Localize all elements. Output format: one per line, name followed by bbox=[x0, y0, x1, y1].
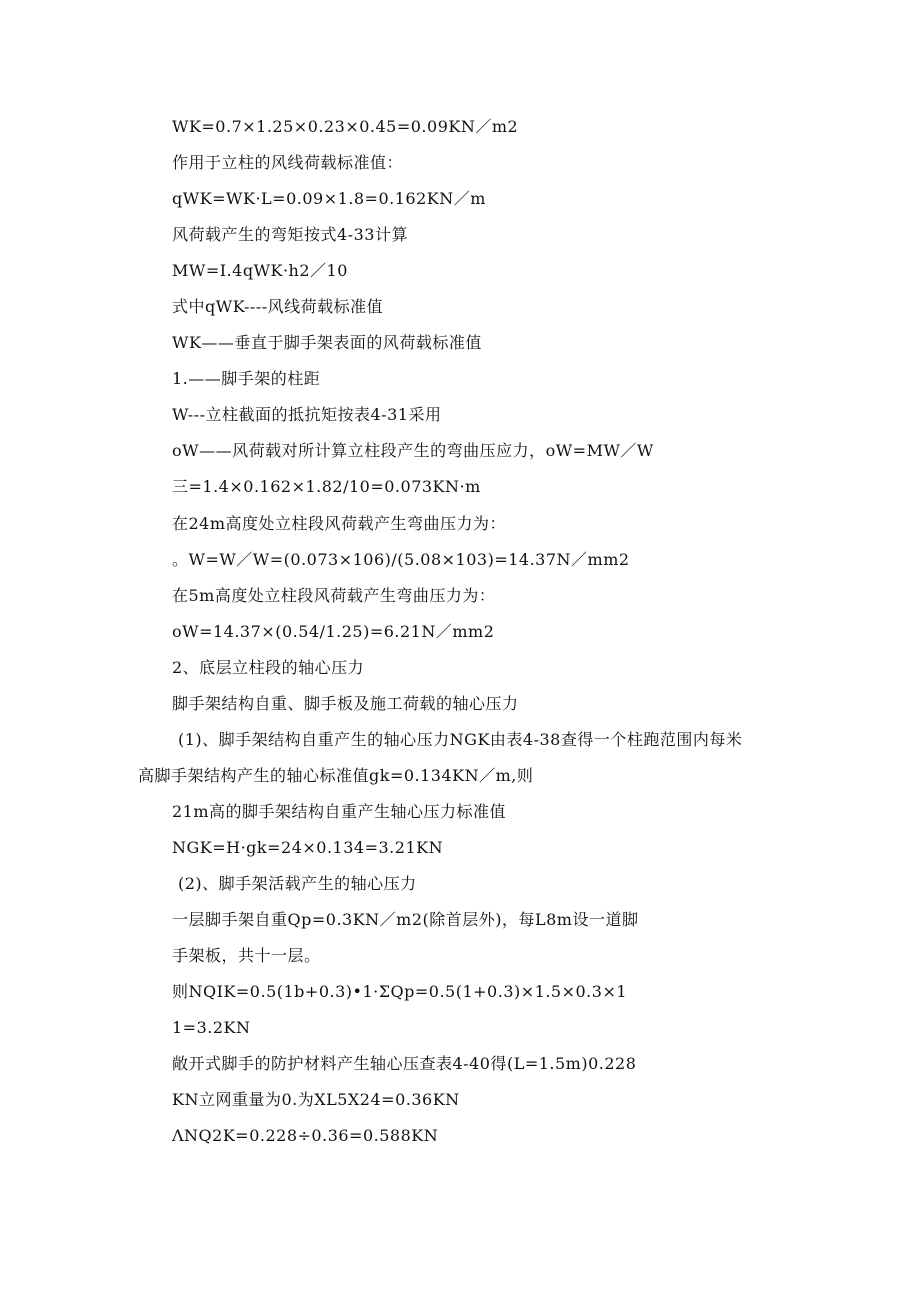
text-line: W---立柱截面的抵抗矩按表4-31采用 bbox=[172, 405, 442, 424]
text-line: MW=I.4qWK·h2／10 bbox=[172, 261, 348, 280]
text-line: 1=3.2KN bbox=[172, 1018, 251, 1037]
text-line: 在24m高度处立柱段风荷载产生弯曲压力为： bbox=[172, 514, 507, 533]
text-line: 则NQIK=0.5(1b+0.3)•1·ΣQp=0.5(1+0.3)×1.5×0.3×1 bbox=[172, 982, 628, 1001]
text-line: 1.——脚手架的柱距 bbox=[172, 369, 321, 388]
text-line: 脚手架结构自重、脚手板及施工荷载的轴心压力 bbox=[172, 694, 519, 713]
text-line: (2)、脚手架活载产生的轴心压力 bbox=[178, 874, 417, 893]
text-line: 作用于立柱的风线荷载标准值： bbox=[172, 153, 404, 172]
text-line: 21m高的脚手架结构自重产生轴心压力标准值 bbox=[172, 802, 507, 821]
text-line: 敞开式脚手的防护材料产生轴心压查表4-40得(L=1.5m)0.228 bbox=[172, 1054, 637, 1073]
text-line: (1)、脚手架结构自重产生的轴心压力NGK由表4-38查得一个柱跑范围内每米 bbox=[178, 730, 743, 749]
text-line: oW——风荷载对所计算立柱段产生的弯曲压应力，oW=MW／W bbox=[172, 441, 654, 460]
text-line: 高脚手架结构产生的轴心标准值gk=0.134KN／m,则 bbox=[138, 766, 534, 785]
text-line: 风荷载产生的弯矩按式4-33计算 bbox=[172, 225, 408, 244]
text-line: 三=1.4×0.162×1.82/10=0.073KN·m bbox=[172, 477, 481, 496]
text-line: 在5m高度处立柱段风荷载产生弯曲压力为： bbox=[172, 586, 496, 605]
text-line: KN立网重量为0.为XL5X24=0.36KN bbox=[172, 1090, 460, 1109]
text-line: oW=14.37×(0.54/1.25)=6.21N／mm2 bbox=[172, 622, 495, 641]
text-line: qWK=WK·L=0.09×1.8=0.162KN／m bbox=[172, 189, 486, 208]
text-line: ΛNQ2K=0.228÷0.36=0.588KN bbox=[172, 1126, 439, 1145]
section-heading: 2、底层立柱段的轴心压力 bbox=[172, 658, 365, 677]
text-line: NGK=H·gk=24×0.134=3.21KN bbox=[172, 838, 444, 857]
text-line: WK=0.7×1.25×0.23×0.45=0.09KN／m2 bbox=[172, 117, 519, 136]
text-line: 式中qWK----风线荷载标准值 bbox=[172, 297, 384, 316]
text-line: WK——垂直于脚手架表面的风荷载标准值 bbox=[172, 333, 482, 352]
text-line: 。W=W／W=(0.073×106)/(5.08×103)=14.37N／mm2 bbox=[172, 550, 630, 569]
text-line: 一层脚手架自重Qp=0.3KN／m2(除首层外)，每L8m设一道脚 bbox=[172, 910, 639, 929]
text-line: 手架板，共十一层。 bbox=[172, 946, 321, 965]
